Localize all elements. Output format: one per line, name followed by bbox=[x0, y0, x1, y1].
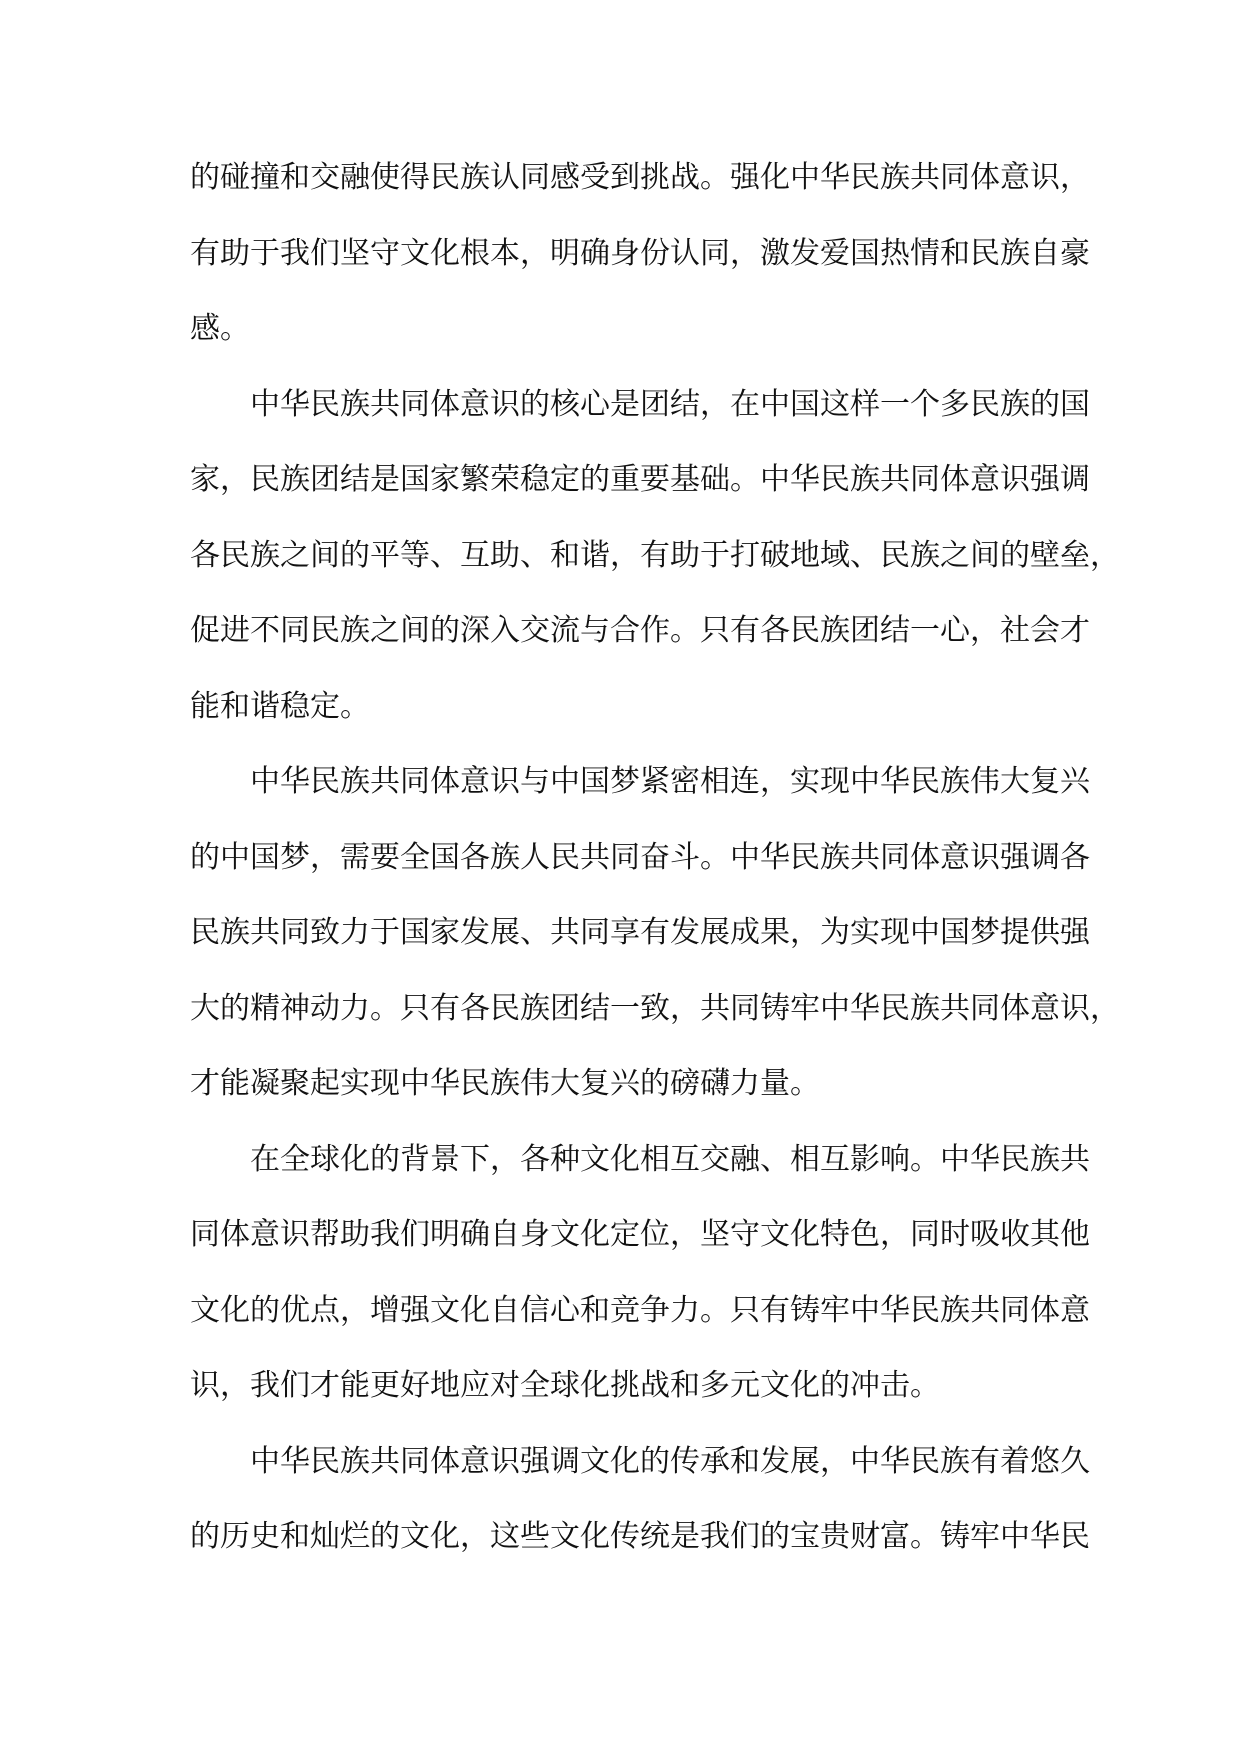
document-body bbox=[190, 140, 1120, 1575]
text-line: 能和谐稳定。 bbox=[190, 688, 370, 724]
text-line: 大的精神动力。只有各民族团结一致，共同铸牢中华民族共同体意识， bbox=[190, 990, 1120, 1026]
paragraph bbox=[190, 1424, 1090, 1575]
text-line: 促进不同民族之间的深入交流与合作。只有各民族团结一心，社会才 bbox=[190, 613, 1090, 648]
text-line: 感。 bbox=[190, 311, 250, 346]
text-line: 中华民族共同体意识的核心是团结，在中国这样一个多民族的国 bbox=[250, 386, 1090, 422]
text-line: 中华民族共同体意识与中国梦紧密相连，实现中华民族伟大复兴 bbox=[250, 764, 1090, 799]
paragraph bbox=[190, 140, 1090, 367]
text-line: 文化的优点，增强文化自信心和竞争力。只有铸牢中华民族共同体意 bbox=[190, 1292, 1090, 1328]
text-line: 才能凝聚起实现中华民族伟大复兴的磅礴力量。 bbox=[190, 1066, 820, 1101]
text-line: 民族共同致力于国家发展、共同享有发展成果，为实现中国梦提供强 bbox=[190, 915, 1090, 950]
text-line: 同体意识帮助我们明确自身文化定位，坚守文化特色，同时吸收其他 bbox=[190, 1217, 1090, 1252]
paragraph bbox=[190, 367, 1120, 745]
text-line: 家，民族团结是国家繁荣稳定的重要基础。中华民族共同体意识强调 bbox=[190, 462, 1090, 497]
text-line: 有助于我们坚守文化根本，明确身份认同，激发爱国热情和民族自豪 bbox=[190, 235, 1090, 271]
text-line: 的历史和灿烂的文化，这些文化传统是我们的宝贵财富。铸牢中华民 bbox=[190, 1519, 1090, 1554]
paragraph bbox=[190, 744, 1120, 1122]
text-line: 各民族之间的平等、互助、和谐，有助于打破地域、民族之间的壁垒， bbox=[190, 537, 1120, 573]
text-line: 的中国梦，需要全国各族人民共同奋斗。中华民族共同体意识强调各 bbox=[190, 839, 1090, 875]
text-line: 识，我们才能更好地应对全球化挑战和多元文化的冲击。 bbox=[190, 1368, 940, 1403]
text-line: 在全球化的背景下，各种文化相互交融、相互影响。中华民族共 bbox=[250, 1141, 1090, 1177]
text-line: 的碰撞和交融使得民族认同感受到挑战。强化中华民族共同体意识， bbox=[190, 160, 1090, 195]
paragraph bbox=[190, 1122, 1090, 1424]
text-line: 中华民族共同体意识强调文化的传承和发展，中华民族有着悠久 bbox=[250, 1443, 1090, 1479]
